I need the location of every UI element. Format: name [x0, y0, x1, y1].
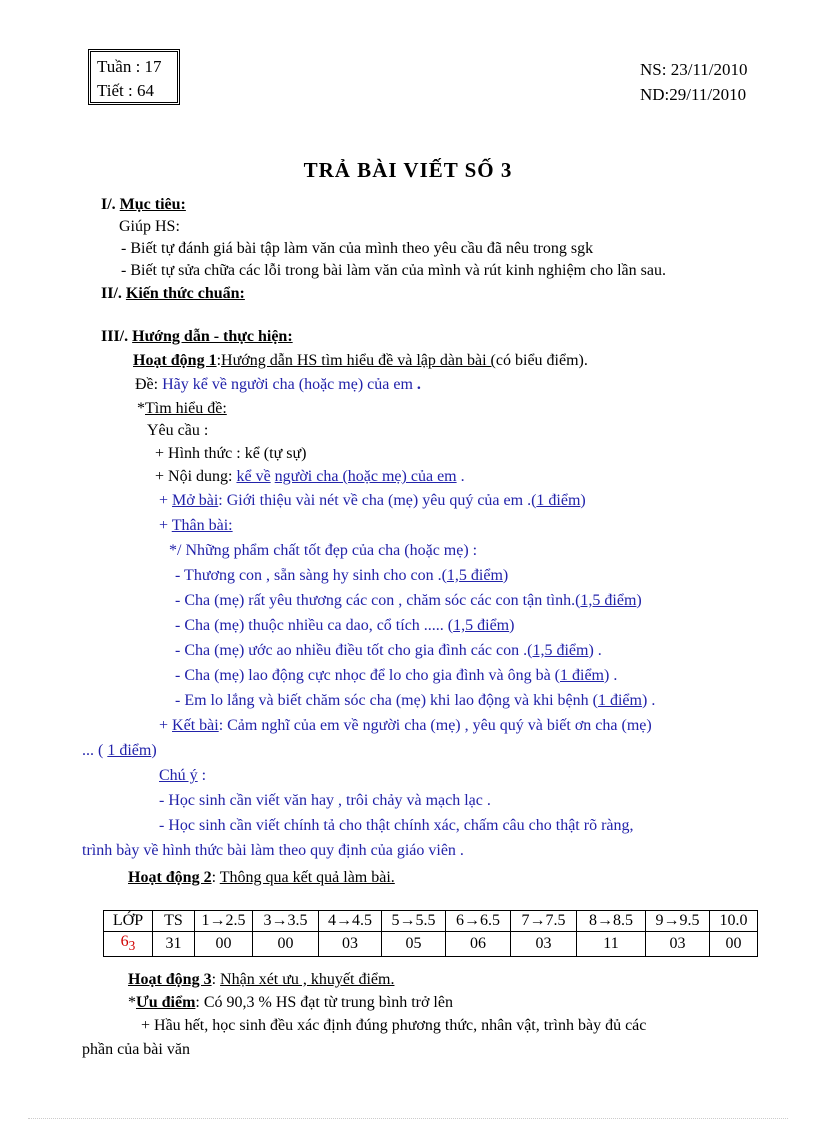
conclusion-score: 1 điểm: [107, 742, 152, 759]
point-4-end: ) .: [588, 642, 602, 659]
topic-line: [135, 375, 421, 395]
point-6-score: 1 điểm: [597, 692, 642, 709]
analysis-heading: [137, 399, 227, 419]
activity3-title: Nhận xét ưu , khuyết điểm.: [220, 971, 395, 988]
point-6-end: ) .: [641, 692, 656, 709]
page-title: TRẢ BÀI VIẾT SỐ 3: [303, 158, 513, 182]
content-end: .: [456, 468, 465, 485]
strengths-text: : Có 90,3 % HS đạt từ trung bình trở lên: [195, 994, 453, 1011]
point-1-end: ): [502, 567, 509, 584]
conclusion-outline: [159, 716, 652, 736]
activity2-label: Hoạt động 2: [128, 869, 212, 886]
analysis-prefix: *: [137, 400, 145, 417]
point-2: [175, 591, 642, 611]
note-label-end: :: [197, 767, 207, 784]
note-1: - Học sinh cần viết văn hay , trôi chảy và mạch lạc .: [159, 792, 491, 809]
activity1-title: Hướng dẫn HS tìm hiểu đề và lập dàn bài (: [221, 352, 496, 369]
strengths-prefix: *: [128, 994, 136, 1011]
section2-num: II/.: [101, 285, 122, 302]
intro-outline: [159, 491, 586, 511]
header-cell: 7→7.5: [511, 911, 577, 932]
activity2-line: [128, 868, 395, 888]
point-2-end: ): [636, 592, 642, 609]
point-5-score: 1 điểm: [560, 667, 604, 684]
week-box: [88, 49, 180, 105]
header-cell: 5→5.5: [382, 911, 446, 932]
class-cell: [104, 932, 153, 957]
point-5-end: ) .: [604, 667, 618, 684]
section1-num: I/.: [101, 196, 116, 213]
class-main: 6: [120, 933, 129, 950]
point-2-text: - Cha (mẹ) rất yêu thương các con , chăm sóc các con tận tình.(: [175, 592, 581, 609]
objective-2: - Biết tự sửa chữa các lỗi trong bài làm văn của mình và rút kinh nghiệm cho lần sau.: [121, 262, 666, 279]
strengths-detail-1: + Hầu hết, học sinh đều xác định đúng phương thức, nhân vật, trình bày đủ các: [141, 1017, 647, 1034]
data-cell: 00: [195, 932, 253, 957]
point-1-score: 1,5 điểm: [446, 567, 503, 584]
content-part2: người cha (hoặc mẹ) của em: [274, 468, 457, 485]
data-cell: 06: [446, 932, 511, 957]
conclusion-end: ): [151, 742, 157, 759]
activity2-title: Thông qua kết quả làm bài.: [219, 869, 395, 886]
content-requirement: [155, 467, 465, 487]
body-plus: +: [159, 517, 172, 534]
intro-end: ): [580, 492, 586, 509]
section1-heading: [101, 195, 186, 215]
header-cell: 6→6.5: [446, 911, 511, 932]
point-3-end: ): [509, 617, 515, 634]
intro-text: : Giới thiệu vài nét về cha (mẹ) yêu quý của em .(: [218, 492, 537, 509]
header-cell: 1→2.5: [195, 911, 253, 932]
conclusion-text: : Cảm nghĩ của em về người cha (mẹ) , yêu quý và biết ơn cha (mẹ): [218, 717, 652, 734]
analysis-label: Tìm hiểu đề:: [145, 400, 227, 417]
data-cell: 31: [153, 932, 195, 957]
point-6: [175, 691, 655, 711]
topic-text: Hãy kể về người cha (hoặc mẹ) của em: [162, 376, 413, 393]
activity1-title-tail: có biểu điểm).: [495, 352, 588, 369]
intro-plus: +: [159, 492, 173, 509]
page-footer-divider: [28, 1118, 788, 1119]
class-sub: 3: [128, 938, 136, 954]
score-table: [103, 910, 758, 957]
ns-date: NS: 23/11/2010: [640, 60, 748, 79]
section1-title: Mục tiêu:: [119, 196, 186, 213]
strengths-label: Ưu điểm: [136, 994, 196, 1011]
topic-end: .: [412, 376, 421, 393]
header-cell: 10.0: [710, 911, 758, 932]
activity2-sep: :: [211, 869, 220, 886]
section1-intro: Giúp HS:: [119, 218, 180, 235]
activity3-line: [128, 970, 394, 990]
objective-1: - Biết tự đánh giá bài tập làm văn của mình theo yêu cầu đã nêu trong sgk: [121, 240, 594, 257]
point-4-text: - Cha (mẹ) ước ao nhiều điều tốt cho gia đình các con .(: [175, 642, 533, 659]
data-cell: 11: [577, 932, 646, 957]
conclusion-cont: [82, 741, 157, 761]
point-3: [175, 616, 514, 636]
data-cell: 03: [319, 932, 382, 957]
point-4-score: 1,5 điểm: [532, 642, 589, 659]
data-cell: 00: [710, 932, 758, 957]
data-cell: 03: [646, 932, 710, 957]
data-cell: 00: [253, 932, 319, 957]
strengths-detail-2: phần của bài văn: [82, 1041, 190, 1058]
point-2-score: 1,5 điểm: [580, 592, 637, 609]
point-1-text: - Thương con , sẵn sàng hy sinh cho con .(: [175, 567, 447, 584]
activity1-label: Hoạt động 1: [133, 352, 217, 369]
form-requirement: + Hình thức : kể (tự sự): [155, 445, 307, 462]
data-cell: 05: [382, 932, 446, 957]
week-label: Tuần : 17: [97, 57, 162, 76]
content-part1: kể về: [236, 468, 271, 485]
requirements-label: Yêu cầu :: [147, 422, 209, 439]
qualities-heading: */ Những phẩm chất tốt đẹp của cha (hoặc mẹ) :: [169, 542, 478, 559]
section3-num: III/.: [101, 328, 129, 345]
point-4: [175, 641, 602, 661]
data-cell: 03: [511, 932, 577, 957]
point-3-text: - Cha (mẹ) thuộc nhiều ca dao, cổ tích ..... (: [175, 617, 454, 634]
body-outline: [159, 516, 233, 536]
note-heading: [159, 766, 206, 786]
body-label: Thân bài:: [171, 517, 233, 534]
section3-heading: [101, 327, 293, 347]
activity1-line: Hoạt động 1:Hướng dẫn HS tìm hiểu đề và lập dàn bài (có biểu điểm).: [133, 352, 588, 369]
content-prefix: + Nội dung:: [155, 468, 237, 485]
point-5: [175, 666, 617, 686]
section3-title: Hướng dẫn - thực hiện:: [132, 328, 293, 345]
nd-date: ND:29/11/2010: [640, 85, 747, 104]
header-cell: TS: [153, 911, 195, 932]
score-table-data-row: [104, 932, 758, 957]
point-1: [175, 566, 508, 586]
conclusion-cont-text: ... (: [82, 742, 108, 759]
intro-label: Mở bài: [172, 492, 219, 509]
point-5-text: - Cha (mẹ) lao động cực nhọc để lo cho gia đình và ông bà (: [175, 667, 560, 684]
conclusion-plus: +: [159, 717, 173, 734]
activity3-sep: :: [211, 971, 221, 988]
header-cell: 3→3.5: [253, 911, 319, 932]
intro-score: 1 điểm: [536, 492, 581, 509]
conclusion-label: Kết bài: [172, 717, 219, 734]
header-cell: 9→9.5: [646, 911, 710, 932]
score-table-header-row: [104, 911, 758, 932]
point-3-score: 1,5 điểm: [453, 617, 510, 634]
section2-heading: [101, 284, 245, 304]
point-6-text: - Em lo lắng và biết chăm sóc cha (mẹ) khi lao động và khi bệnh (: [175, 692, 598, 709]
header-cell: 4→4.5: [319, 911, 382, 932]
header-cell: 8→8.5: [577, 911, 646, 932]
note-label: Chú ý: [159, 767, 198, 784]
period-label: Tiết : 64: [97, 81, 155, 100]
section2-title: Kiến thức chuẩn:: [125, 285, 245, 302]
header-cell: LỚP: [104, 911, 153, 932]
note-2-cont: trình bày về hình thức bài làm theo quy định của giáo viên .: [82, 842, 464, 859]
topic-label: Đề:: [135, 376, 163, 393]
strengths-line: [128, 993, 453, 1013]
note-2: - Học sinh cần viết chính tả cho thật chính xác, chấm câu cho thật rõ ràng,: [159, 817, 634, 834]
activity3-label: Hoạt động 3: [128, 971, 212, 988]
